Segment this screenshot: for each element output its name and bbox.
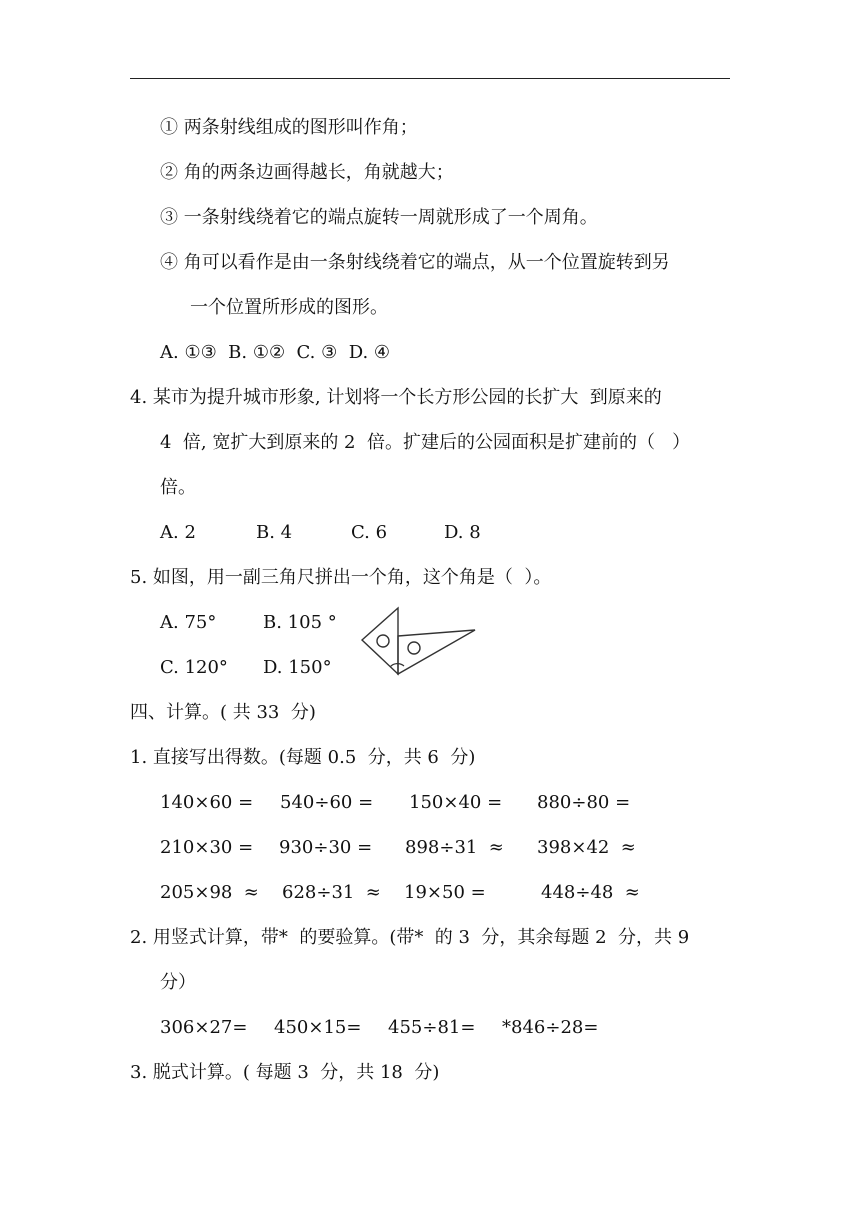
- statement-4-cont: 一个位置所形成的图形。: [190, 297, 388, 318]
- statement-3: ③ 一条射线绕着它的端点旋转一周就形成了一个周角。: [160, 207, 598, 228]
- calc-item: 140×60 =: [160, 792, 254, 813]
- q5-option-b: B. 105 °: [263, 612, 337, 633]
- calc-item: 448÷48 ≈: [541, 882, 640, 903]
- statement-1: ① 两条射线组成的图形叫作角；: [160, 117, 418, 138]
- q4-option-d: D. 8: [444, 522, 481, 543]
- statement-2: ② 角的两条边画得越长，角就越大；: [160, 162, 454, 183]
- calc-item: 628÷31 ≈: [282, 882, 381, 903]
- q4-line-2: 4 倍, 宽扩大到原来的 2 倍。扩建后的公园面积是扩建前的（ ）: [160, 432, 691, 453]
- q4-option-b: B. 4: [256, 522, 293, 543]
- angle-arc: [390, 664, 404, 667]
- triangle-ruler-right: [398, 630, 475, 674]
- calc-item: 540÷60 =: [280, 792, 374, 813]
- calc-item: 19×50 =: [404, 882, 486, 903]
- calc-part-3-title: 3. 脱式计算。( 每题 3 分，共 18 分): [130, 1062, 440, 1083]
- vertical-calc-item: 306×27=: [160, 1017, 248, 1038]
- calc-part-2-line-2: 分）: [160, 972, 196, 993]
- header-rule: [130, 78, 730, 79]
- triangle-rulers-figure: [358, 606, 480, 680]
- triangle-ruler-left: [362, 608, 398, 674]
- q4-line-1: 4. 某市为提升城市形象, 计划将一个长方形公园的长扩大 到原来的: [130, 387, 662, 408]
- calc-item: 205×98 ≈: [160, 882, 259, 903]
- q4-option-a: A. 2: [160, 522, 196, 543]
- q5-option-a: A. 75°: [160, 612, 217, 633]
- q5-text: 5. 如图，用一副三角尺拼出一个角，这个角是（ ）。: [130, 567, 552, 588]
- calc-part-2-line-1: 2. 用竖式计算，带* 的要验算。(带* 的 3 分，其余每题 2 分，共 9: [130, 927, 690, 948]
- calc-item: 398×42 ≈: [537, 837, 636, 858]
- calc-item: 210×30 =: [160, 837, 254, 858]
- vertical-calc-item: 455÷81=: [388, 1017, 476, 1038]
- q4-option-c: C. 6: [351, 522, 388, 543]
- statement-4: ④ 角可以看作是由一条射线绕着它的端点，从一个位置旋转到另: [160, 252, 670, 273]
- q4-line-3: 倍。: [160, 477, 196, 498]
- vertical-calc-item: *846÷28=: [502, 1017, 599, 1038]
- calc-part-1-title: 1. 直接写出得数。(每题 0.5 分，共 6 分): [130, 747, 476, 768]
- vertical-calc-item: 450×15=: [274, 1017, 362, 1038]
- q5-option-d: D. 150°: [263, 657, 332, 678]
- calc-item: 880÷80 =: [537, 792, 631, 813]
- q5-option-c: C. 120°: [160, 657, 228, 678]
- calc-item: 898÷31 ≈: [405, 837, 504, 858]
- calc-item: 930÷30 =: [279, 837, 373, 858]
- q3-options: A. ①③ B. ①② C. ③ D. ④: [160, 342, 391, 363]
- calc-item: 150×40 =: [409, 792, 503, 813]
- section-4-title: 四、计算。( 共 33 分): [130, 702, 316, 723]
